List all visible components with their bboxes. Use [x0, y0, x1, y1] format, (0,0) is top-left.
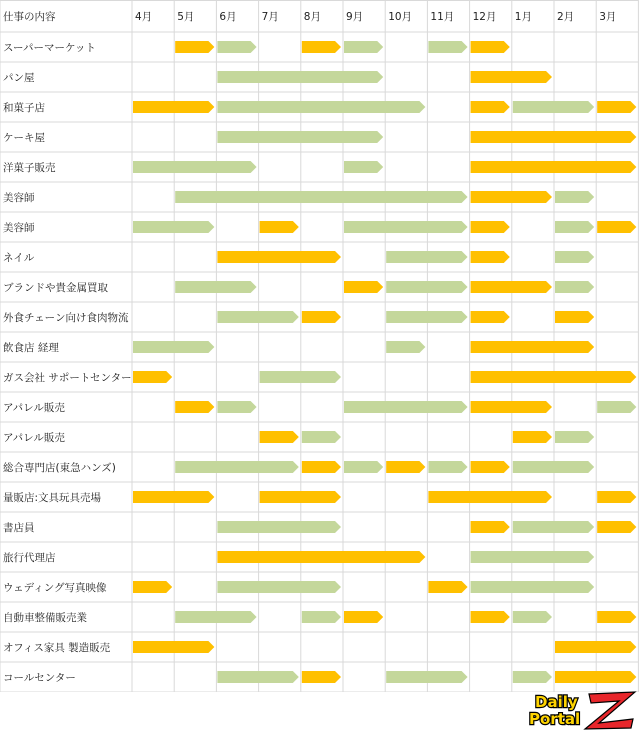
- schedule-bar-busy: [597, 101, 636, 113]
- schedule-bar-busy: [471, 611, 510, 623]
- task-row: [3, 281, 594, 294]
- schedule-bar-busy: [133, 581, 172, 593]
- header-month: 1月: [514, 11, 532, 23]
- schedule-bar-normal: [217, 581, 341, 593]
- schedule-bar-normal: [217, 311, 298, 323]
- schedule-bar-normal: [386, 281, 467, 293]
- schedule-bar-busy: [260, 221, 299, 233]
- task-row: [3, 491, 636, 504]
- schedule-bar-normal: [555, 251, 594, 263]
- schedule-bar-normal: [344, 161, 383, 173]
- task-row: [3, 431, 594, 444]
- schedule-bar-normal: [260, 371, 341, 383]
- schedule-bar-normal: [217, 521, 341, 533]
- schedule-bar-busy: [386, 461, 425, 473]
- schedule-bar-busy: [471, 221, 510, 233]
- schedule-bar-normal: [471, 581, 595, 593]
- daily-portal-z-logo: [527, 690, 640, 730]
- schedule-bar-busy: [133, 371, 172, 383]
- task-label: スーパーマーケット: [3, 42, 96, 54]
- schedule-bar-busy: [471, 131, 637, 143]
- task-label: パン屋: [3, 72, 35, 84]
- schedule-bar-normal: [344, 221, 468, 233]
- schedule-bar-busy: [555, 311, 594, 323]
- header-month: 5月: [177, 11, 195, 23]
- schedule-bar-busy: [471, 41, 510, 53]
- header-month: 12月: [472, 11, 497, 23]
- schedule-bar-normal: [217, 71, 383, 83]
- schedule-bar-normal: [386, 311, 467, 323]
- schedule-bar-busy: [428, 581, 467, 593]
- schedule-bar-busy: [471, 161, 637, 173]
- schedule-bar-normal: [302, 431, 341, 443]
- task-label: アパレル販売: [3, 432, 65, 444]
- schedule-bar-normal: [513, 521, 594, 533]
- schedule-bar-busy: [513, 431, 552, 443]
- schedule-bar-busy: [597, 491, 636, 503]
- task-label: 美容師: [3, 222, 35, 234]
- schedule-bar-busy: [471, 251, 510, 263]
- schedule-bar-busy: [597, 611, 636, 623]
- schedule-bar-busy: [175, 41, 214, 53]
- header-month: 4月: [135, 11, 153, 23]
- schedule-bar-busy: [471, 71, 552, 83]
- schedule-bar-normal: [513, 611, 552, 623]
- header-month: 9月: [346, 11, 364, 23]
- schedule-bar-normal: [386, 251, 467, 263]
- task-label: 美容師: [3, 192, 35, 204]
- schedule-bar-normal: [513, 671, 552, 683]
- task-label: ウェディング写真映像: [3, 582, 107, 594]
- schedule-bar-busy: [133, 101, 214, 113]
- task-label: 自動車整備販売業: [3, 612, 87, 624]
- schedule-bar-busy: [471, 401, 552, 413]
- schedule-bar-busy: [133, 491, 214, 503]
- schedule-bar-normal: [175, 611, 256, 623]
- task-row: [3, 161, 636, 174]
- schedule-bar-busy: [471, 191, 552, 203]
- schedule-bar-busy: [175, 401, 214, 413]
- schedule-bar-normal: [428, 461, 467, 473]
- schedule-bar-normal: [386, 671, 467, 683]
- schedule-bar-busy: [133, 641, 214, 653]
- task-label: オフィス家具 製造販売: [3, 642, 111, 654]
- schedule-bar-busy: [302, 41, 341, 53]
- task-row: [3, 41, 510, 54]
- task-row: [3, 251, 594, 264]
- schedule-bar-busy: [344, 611, 383, 623]
- task-row: [3, 461, 594, 474]
- schedule-bar-normal: [471, 551, 595, 563]
- svg-text:Daily: Daily: [535, 693, 578, 711]
- schedule-bar-busy: [597, 221, 636, 233]
- schedule-bar-normal: [386, 341, 425, 353]
- schedule-bar-busy: [302, 461, 341, 473]
- schedule-bar-normal: [302, 611, 341, 623]
- task-row: [3, 221, 636, 234]
- schedule-bar-busy: [597, 521, 636, 533]
- task-label: コールセンター: [3, 672, 76, 684]
- task-row: [3, 671, 636, 684]
- schedule-bar-busy: [555, 671, 636, 683]
- schedule-bar-busy: [471, 521, 510, 533]
- svg-text:Portal: Portal: [529, 710, 581, 728]
- schedule-bar-normal: [597, 401, 636, 413]
- schedule-bar-busy: [471, 341, 595, 353]
- header-month: 11月: [430, 11, 455, 23]
- schedule-bar-busy: [302, 671, 341, 683]
- schedule-bar-busy: [428, 491, 552, 503]
- task-label: ガス会社 サポートセンター: [3, 372, 132, 384]
- task-row: [3, 131, 636, 144]
- task-row: [3, 401, 636, 414]
- header-month: 3月: [599, 11, 617, 23]
- task-row: [3, 551, 594, 564]
- task-label: 量販店:文具玩具売場: [3, 492, 102, 504]
- schedule-bar-normal: [428, 41, 467, 53]
- task-label: 外食チェーン向け食肉物流: [3, 312, 129, 324]
- task-row: [3, 341, 594, 354]
- schedule-bar-busy: [217, 251, 341, 263]
- schedule-bar-normal: [217, 131, 383, 143]
- schedule-bar-normal: [555, 431, 594, 443]
- task-label: 書店員: [3, 522, 35, 534]
- task-label: 旅行代理店: [3, 552, 56, 564]
- task-label: アパレル販売: [3, 402, 65, 414]
- task-row: [3, 191, 594, 204]
- schedule-bar-normal: [175, 191, 467, 203]
- schedule-bar-normal: [133, 221, 214, 233]
- task-row: [3, 371, 636, 384]
- task-row: [3, 641, 636, 654]
- schedule-bar-normal: [344, 461, 383, 473]
- schedule-bar-normal: [344, 41, 383, 53]
- header-month: 6月: [219, 11, 237, 23]
- schedule-bar-normal: [133, 161, 257, 173]
- task-label: ネイル: [3, 252, 35, 264]
- schedule-bar-normal: [555, 281, 594, 293]
- schedule-bar-normal: [217, 401, 256, 413]
- schedule-bar-busy: [260, 431, 299, 443]
- schedule-bar-busy: [217, 551, 425, 563]
- schedule-bar-busy: [555, 641, 636, 653]
- task-row: [3, 521, 636, 534]
- schedule-bar-normal: [513, 101, 594, 113]
- schedule-bar-normal: [175, 461, 299, 473]
- schedule-bar-normal: [555, 221, 594, 233]
- task-label: 飲食店 経理: [3, 342, 59, 354]
- schedule-bar-normal: [217, 101, 425, 113]
- schedule-bar-normal: [555, 191, 594, 203]
- schedule-bar-normal: [133, 341, 214, 353]
- schedule-bar-busy: [471, 371, 637, 383]
- schedule-bar-normal: [217, 671, 298, 683]
- task-row: [3, 581, 594, 594]
- schedule-bar-busy: [471, 461, 510, 473]
- task-label: ブランドや貴金属買取: [3, 282, 108, 294]
- task-label: 洋菓子販売: [3, 162, 56, 174]
- header-month: 7月: [261, 11, 279, 23]
- schedule-bar-busy: [471, 311, 510, 323]
- schedule-bar-normal: [513, 461, 594, 473]
- task-row: [3, 311, 594, 324]
- task-label: 和菓子店: [3, 102, 45, 114]
- schedule-bar-normal: [344, 401, 468, 413]
- header-month: 8月: [303, 11, 321, 23]
- schedule-bar-busy: [471, 101, 510, 113]
- schedule-bar-busy: [260, 491, 341, 503]
- schedule-bar-normal: [175, 281, 256, 293]
- schedule-bar-busy: [344, 281, 383, 293]
- header-task-label: 仕事の内容: [3, 11, 56, 23]
- header-month: 10月: [388, 11, 413, 23]
- schedule-bar-normal: [217, 41, 256, 53]
- schedule-bar-busy: [471, 281, 552, 293]
- task-row: [3, 101, 636, 114]
- header-month: 2月: [557, 11, 575, 23]
- header-months: [135, 11, 616, 23]
- task-label: 総合専門店(東急ハンズ): [3, 462, 116, 474]
- schedule-bar-busy: [302, 311, 341, 323]
- task-label: ケーキ屋: [3, 132, 45, 144]
- task-row: [3, 611, 636, 624]
